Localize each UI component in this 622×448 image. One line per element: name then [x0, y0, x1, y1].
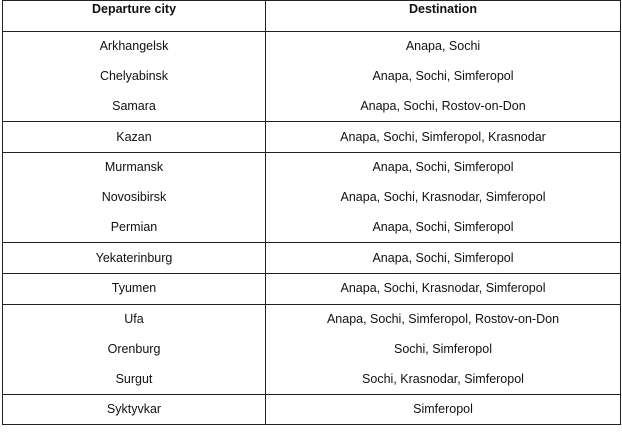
table-row — [3, 213, 621, 243]
table-row — [3, 395, 621, 425]
destination-cell: Anapa, Sochi, Simferopol — [266, 213, 621, 243]
table-row — [3, 364, 621, 394]
destination-cell: Anapa, Sochi, Simferopol — [266, 62, 621, 92]
destination-cell: Anapa, Sochi, Simferopol — [266, 153, 621, 183]
departure-cell: Murmansk — [3, 153, 266, 183]
table-row — [3, 153, 621, 183]
destination-cell: Anapa, Sochi, Simferopol, Rostov-on-Don — [266, 304, 621, 334]
table-row — [3, 32, 621, 62]
destination-cell: Anapa, Sochi, Rostov-on-Don — [266, 92, 621, 122]
departure-cell: Novosibirsk — [3, 183, 266, 213]
destination-cell: Anapa, Sochi, Simferopol, Krasnodar — [266, 122, 621, 153]
table-row — [3, 183, 621, 213]
table-row — [3, 62, 621, 92]
table-row — [3, 92, 621, 122]
departure-cell: Orenburg — [3, 335, 266, 365]
destination-cell: Sochi, Krasnodar, Simferopol — [266, 364, 621, 394]
departure-cell: Kazan — [3, 122, 266, 153]
departure-cell: Samara — [3, 92, 266, 122]
destination-cell: Anapa, Sochi, Simferopol — [266, 243, 621, 274]
departure-cell: Arkhangelsk — [3, 32, 266, 62]
table-row — [3, 335, 621, 365]
departure-cell: Chelyabinsk — [3, 62, 266, 92]
routes-table — [2, 0, 621, 425]
departure-cell: Surgut — [3, 364, 266, 394]
header-row — [3, 1, 621, 32]
departure-cell: Permian — [3, 213, 266, 243]
table-row — [3, 304, 621, 334]
table-row — [3, 243, 621, 274]
header-departure-city: Departure city — [3, 1, 266, 32]
destination-cell: Anapa, Sochi, Krasnodar, Simferopol — [266, 274, 621, 305]
header-destination: Destination — [266, 1, 621, 32]
destination-cell: Anapa, Sochi, Krasnodar, Simferopol — [266, 183, 621, 213]
departure-cell: Syktyvkar — [3, 395, 266, 425]
table-row — [3, 122, 621, 153]
departure-cell: Tyumen — [3, 274, 266, 305]
departure-cell: Ufa — [3, 304, 266, 334]
destination-cell: Sochi, Simferopol — [266, 335, 621, 365]
departure-cell: Yekaterinburg — [3, 243, 266, 274]
destination-cell: Simferopol — [266, 395, 621, 425]
table-row — [3, 274, 621, 305]
destination-cell: Anapa, Sochi — [266, 32, 621, 62]
